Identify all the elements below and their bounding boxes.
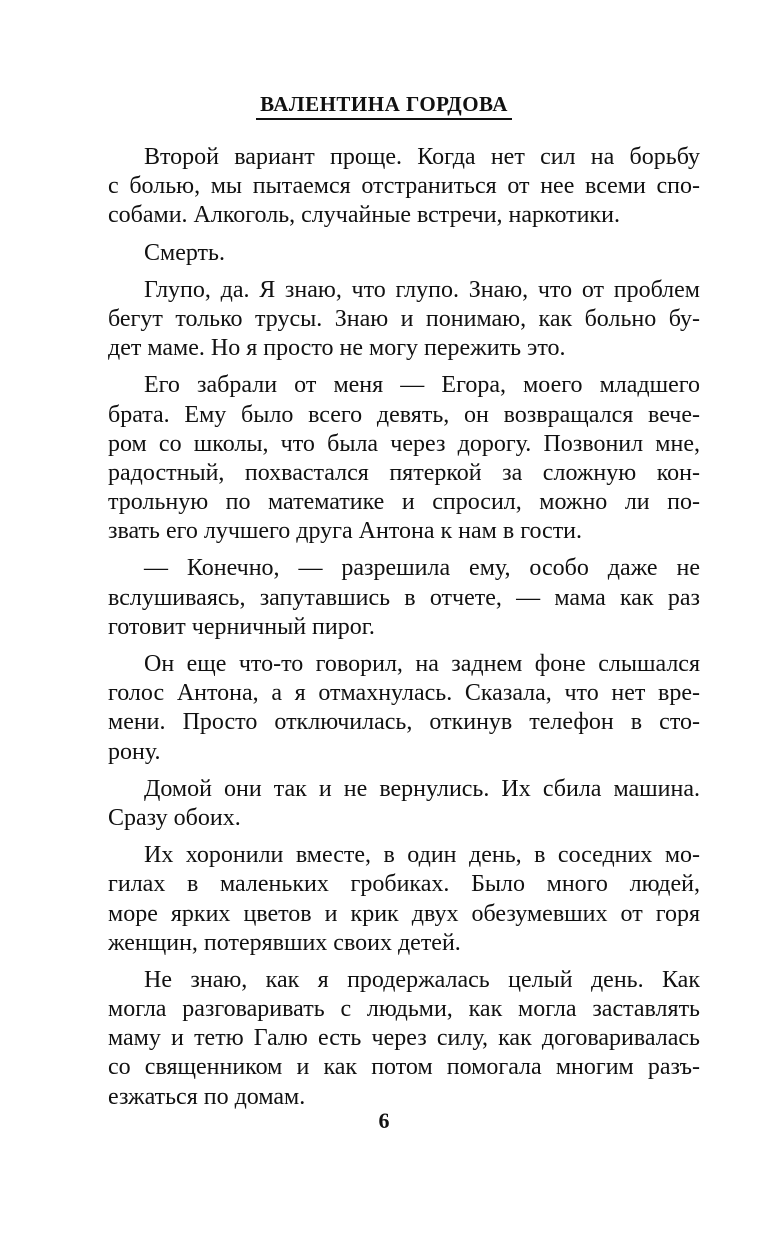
text-line: со священником и как потом помогала многим разъ- xyxy=(108,1054,700,1081)
paragraph xyxy=(108,276,700,364)
paragraph xyxy=(108,841,700,958)
text-line: женщин, потерявших своих детей. xyxy=(108,929,461,956)
author-name: ВАЛЕНТИНА ГОРДОВА xyxy=(256,92,512,120)
paragraph xyxy=(108,239,700,268)
running-header xyxy=(0,92,768,122)
text-line: Не знаю, как я продержалась целый день. Как xyxy=(144,966,700,993)
paragraph xyxy=(108,775,700,833)
text-line: Домой они так и не вернулись. Их сбила машина. xyxy=(144,775,700,802)
text-line: рону. xyxy=(108,738,161,765)
text-line: — Конечно, — разрешила ему, особо даже не xyxy=(144,555,700,582)
text-line: мени. Просто отключилась, откинув телефон в сто- xyxy=(108,709,700,736)
paragraph xyxy=(108,650,700,767)
text-line: могла разговаривать с людьми, как могла заставлять xyxy=(108,996,700,1023)
text-line: радостный, похвастался пятеркой за сложную кон- xyxy=(108,459,700,486)
text-line: собами. Алкоголь, случайные встречи, наркотики. xyxy=(108,202,621,229)
text-line: море ярких цветов и крик двух обезумевших от горя xyxy=(108,900,700,927)
body-text xyxy=(108,143,700,1120)
text-line: брата. Ему было всего девять, он возвращался вече- xyxy=(108,401,700,428)
text-line: дет маме. Но я просто не могу пережить это. xyxy=(108,335,566,362)
text-line: вслушиваясь, запутавшись в отчете, — мама как раз xyxy=(108,584,700,611)
text-line: езжаться по домам. xyxy=(108,1083,306,1110)
page-number: 6 xyxy=(378,1108,390,1133)
text-line: готовит черничный пирог. xyxy=(108,613,375,640)
text-line: голос Антона, а я отмахнулась. Сказала, что нет вре- xyxy=(108,680,700,707)
text-line: Их хоронили вместе, в один день, в соседних мо- xyxy=(144,842,700,869)
paragraph xyxy=(108,554,700,642)
text-line: трольную по математике и спросил, можно ли по- xyxy=(108,489,700,516)
text-line: звать его лучшего друга Антона к нам в гости. xyxy=(108,518,583,545)
paragraph xyxy=(108,966,700,1112)
text-line: бегут только трусы. Знаю и понимаю, как больно бу- xyxy=(108,305,700,332)
text-line: с болью, мы пытаемся отстраниться от нее всеми спо- xyxy=(108,173,700,200)
paragraph xyxy=(108,143,700,231)
text-line: Сразу обоих. xyxy=(108,804,241,831)
paragraph xyxy=(108,371,700,546)
text-line: Смерть. xyxy=(144,239,225,266)
text-line: ром со школы, что была через дорогу. Позвонил мне, xyxy=(108,430,700,457)
text-line: гилах в маленьких гробиках. Было много людей, xyxy=(108,871,700,898)
text-line: Глупо, да. Я знаю, что глупо. Знаю, что от проблем xyxy=(144,276,700,303)
text-line: маму и тетю Галю есть через силу, как договаривалась xyxy=(108,1025,700,1052)
text-line: Он еще что-то говорил, на заднем фоне слышался xyxy=(144,651,700,677)
text-line: Его забрали от меня — Егора, моего младшего xyxy=(144,372,700,399)
text-line: Второй вариант проще. Когда нет сил на борьбу xyxy=(144,144,700,170)
